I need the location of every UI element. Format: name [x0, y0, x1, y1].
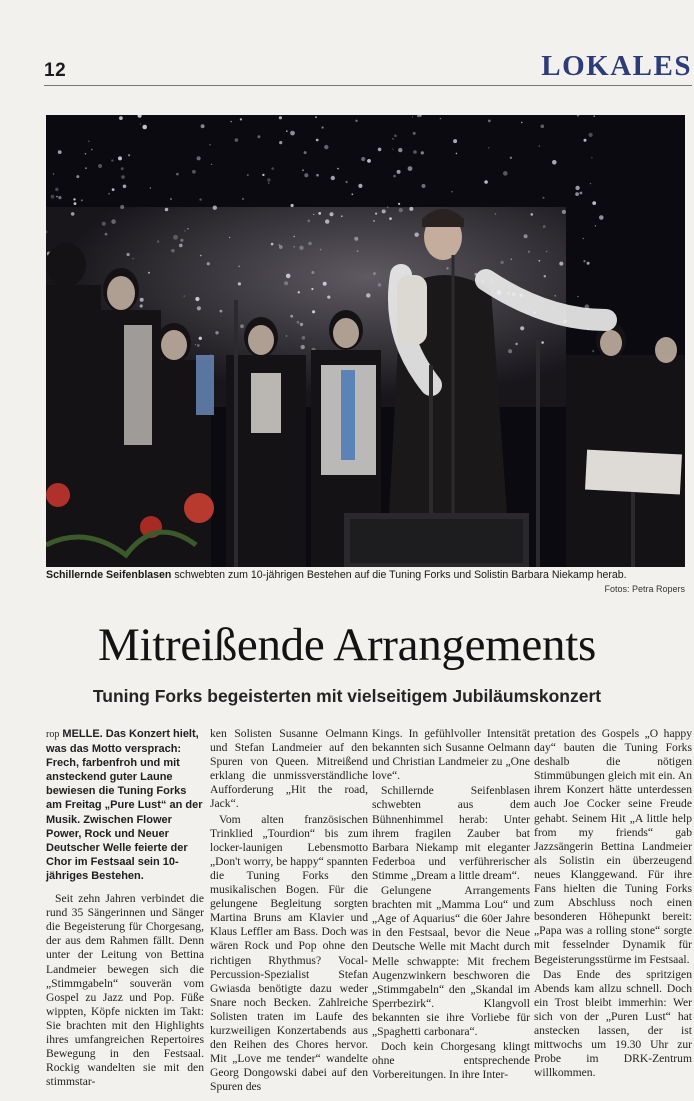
- article-column-3: [372, 727, 530, 1083]
- headline: Mitreißende Arrangements: [98, 619, 596, 671]
- photo-choir-concert-icon: [46, 115, 685, 567]
- paragraph: Doch kein Chorgesang klingt ohne entsprechende Vorbereitungen. In ihre Inter-: [372, 1040, 530, 1082]
- article-column-2: [210, 727, 368, 1095]
- page-number: 12: [44, 60, 67, 81]
- paragraph: Das Ende des spritzigen Abends kam allzu schnell. Doch ein Trost bleibt immerhin: Wer sich von der „Puren Lust“ hat anstecken lassen, der ist mittwochs um 19.30 Uhr zur Probe im DRK-Zentrum willkommen.: [534, 967, 692, 1080]
- author-abbr: rop: [46, 729, 60, 740]
- paragraph: Schillernde Seifenblasen schwebten aus dem Bühnenhimmel herab: Unter ihrem fragilen Zauber bat Barbara Niekamp mit eleganter Federboa und verführerischer Stimme „Dream a little dream“.: [372, 784, 530, 882]
- concert-photo: [46, 115, 685, 567]
- lead-text: Das Konzert hielt, was das Motto versprach: Frech, farbenfroh und mit ansteckend guter Laune bewiesen die Tuning Forks am Freitag „Pure Lust“ an der Musik. Zwischen Flower Power, Rock und Neuer Deutscher Welle feierte der Chor im Festsaal sein 10-jähriges Bestehen.: [46, 728, 203, 882]
- paragraph: pretation des Gospels „O happy day“ bauten die Tuning Forks deshalb die nötigen Stimmübungen gleich mit ein. An ihrem Konzert hätte unterdessen auch Joe Cocker seine Freude gehabt. Seinem Hit „A little help from my friends“ gab Jazzsängerin Bettina Landmeier als Solistin ein überzeugend neues Klanggewand. Für ihre Fans hielten die Tuning Forks zum Abschluss noch einen besonderen Höhepunkt bereit: „Papa was a rolling stone“ sorgte mit fesselnder Dynamik für Begeisterungsstürme im Festsaal.: [534, 727, 692, 966]
- photo-caption: [46, 569, 686, 581]
- article-column-4: [534, 727, 692, 1081]
- paragraph: Vom alten französischen Trinklied „Tourdion“ bis zum locker-launigen Lebensmotto „Don't worry, be happy“ spannten die Tuning Forks den musikalischen Bogen. Für die gelungene Begleitung sorgten Martina Bruns am Klavier und Klaus Leffler am Bass. Doch was wären Rock und Pop ohne den richtigen Rhythmus? Vocal-Percussion-Spezialist Stefan Gwiasda benötigte dazu weder Snare noch Becken. Zahlreiche Solisten traten im Laufe des kurzweiligen Konzertabends aus den Reihen des Chores hervor. Mit „Love me tender“ wandelte Georg Dongowski dabei auf den Spuren des: [210, 812, 368, 1094]
- section-title: LOKALES: [541, 50, 692, 82]
- header-rule: [44, 85, 692, 86]
- caption-bold: Schillernde Seifenblasen: [46, 569, 172, 581]
- article-lead: [46, 727, 204, 883]
- paragraph: Seit zehn Jahren verbindet die rund 35 Sängerinnen und Sänger die Begeisterung für Chorgesang, der aus dem Rahmen fällt. Denn unter der Leitung von Bettina Landmeier bewegen sich die „Stimmgabeln“ souverän vom Gospel zu Jazz und Pop. Füße wippten, Köpfe nickten im Takt: Sie brachten mit den Highlights ihres umfangreichen Repertoires Bewegung in den Festsaal. Rockig wandelten sie mit den stimmstar-: [46, 892, 204, 1089]
- paragraph: Gelungene Arrangements brachten mit „Mamma Lou“ und „Age of Aquarius“ die 60er Jahre in den Festsaal, bevor die Neue Deutsche Welle mit Macht durch Melle schwappte: Mit frechem Augenzwinkern beschworen die „Stimmgabeln“ den „Skandal im Sperrbezirk“. Klangvoll bekannten sie ihre Vorliebe für „Spaghetti carbonara“.: [372, 884, 530, 1038]
- paragraph: ken Solisten Susanne Oelmann und Stefan Landmeier auf den Spuren von Queen. Mitreißend erklang die unmissverständliche Aufforderung „Hit the road, Jack“.: [210, 727, 368, 811]
- dateline: MELLE.: [62, 728, 103, 740]
- article-column-1: [46, 727, 204, 1090]
- paragraph: Kings. In gefühlvoller Intensität bekannten sich Susanne Oelmann und Christian Landmeier zu „One love“.: [372, 727, 530, 783]
- photo-credit: Fotos: Petra Ropers: [604, 584, 685, 594]
- subheadline: Tuning Forks begeisterten mit vielseitigem Jubiläumskonzert: [92, 686, 602, 706]
- caption-text: schwebten zum 10-jährigen Bestehen auf die Tuning Forks und Solistin Barbara Niekamp herab.: [171, 569, 627, 581]
